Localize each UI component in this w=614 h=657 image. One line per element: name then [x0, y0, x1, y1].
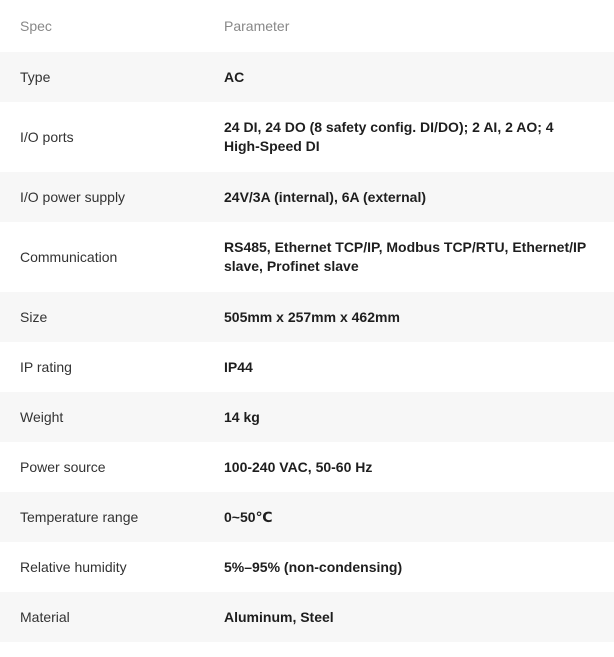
table-row	[0, 592, 614, 642]
parameter-cell: Aluminum, Steel	[224, 592, 614, 642]
spec-cell: Weight	[0, 392, 224, 442]
table-row	[0, 342, 614, 392]
parameter-cell: AC	[224, 52, 614, 102]
parameter-cell: 100-240 VAC, 50-60 Hz	[224, 458, 373, 475]
spec-cell: Type	[0, 52, 224, 102]
table-row	[0, 52, 614, 102]
parameter-cell: 5%–95% (non-condensing)	[224, 558, 403, 575]
spec-cell: Size	[0, 292, 224, 342]
parameter-cell: RS485, Ethernet TCP/IP, Modbus TCP/RTU, Ethernet/IP slave, Profinet slave	[224, 239, 586, 274]
table-row	[0, 102, 614, 172]
spec-cell: I/O power supply	[0, 172, 224, 222]
spec-cell: Temperature range	[0, 492, 224, 542]
spec-cell: Relative humidity	[20, 558, 127, 575]
spec-cell: IP rating	[20, 358, 72, 375]
table-row	[0, 542, 614, 592]
parameter-cell: IP44	[224, 358, 253, 375]
parameter-cell: 24V/3A (internal), 6A (external)	[224, 172, 614, 222]
table-row	[0, 392, 614, 442]
table-header-row	[0, 0, 614, 52]
spec-cell: Communication	[20, 248, 118, 265]
spec-cell: I/O ports	[20, 128, 74, 145]
table-row	[0, 292, 614, 342]
spec-cell: Power source	[20, 458, 106, 475]
parameter-cell: 14 kg	[224, 392, 614, 442]
spec-cell: Material	[0, 592, 224, 642]
header-spec: Spec	[20, 17, 52, 34]
parameter-cell: 505mm x 257mm x 462mm	[224, 292, 614, 342]
parameter-cell: 24 DI, 24 DO (8 safety config. DI/DO); 2 AI, 2 AO; 4 High-Speed DI	[224, 119, 554, 154]
table-row	[0, 442, 614, 492]
table-row	[0, 222, 614, 292]
table-row	[0, 172, 614, 222]
header-parameter: Parameter	[224, 17, 290, 34]
table-row	[0, 492, 614, 542]
parameter-cell: 0~50℃	[224, 492, 614, 542]
